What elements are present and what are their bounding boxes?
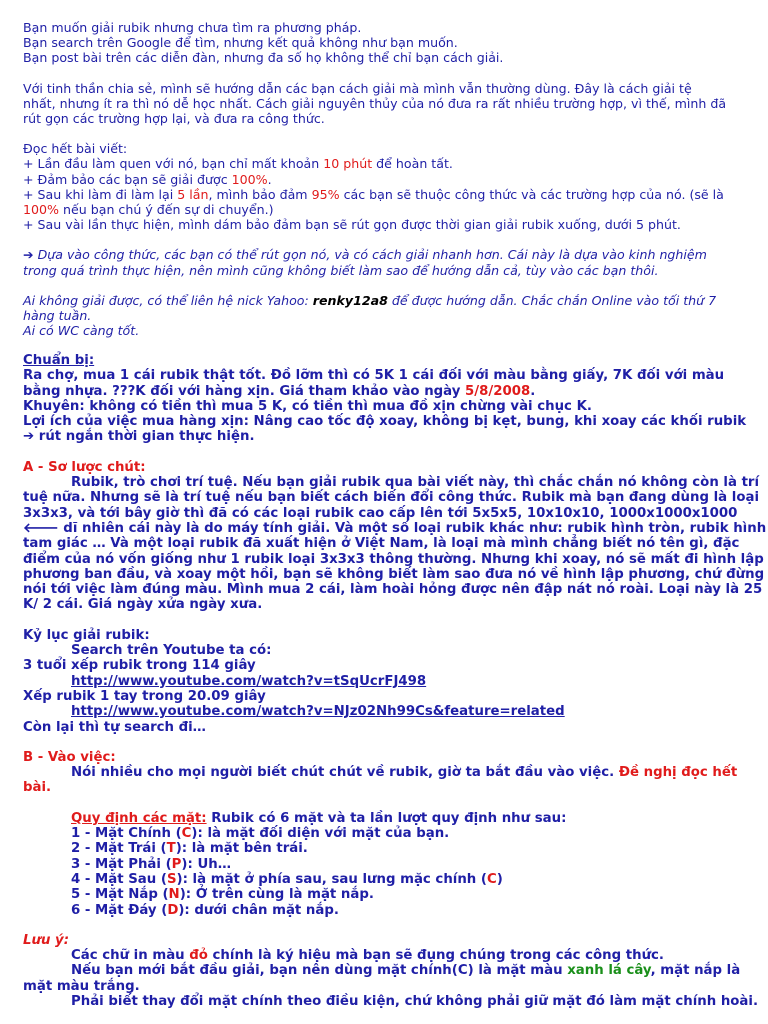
section-b-line: bài. xyxy=(23,780,52,796)
arrow-right-icon: ➔ xyxy=(23,429,35,445)
main-section xyxy=(23,353,767,1009)
faces-intro: Quy định các mặt: Rubik có 6 mặt và ta lần lượt quy định như sau: xyxy=(71,810,567,826)
benefit-item: + Đảm bảo các bạn sẽ giải được 100%. xyxy=(23,171,272,187)
arrow-right-icon: ➔ xyxy=(23,247,34,263)
benefit-item: + Sau khi làm đi làm lại 5 lần, mình bảo đảm 95% các bạn sẽ thuộc công thức và các trường hợp của nó. (sẽ là xyxy=(23,186,724,202)
benefit-item-cont: 100% nếu bạn chú ý đến sự di chuyển.) xyxy=(23,202,274,218)
face-item: 3 - Mặt Phải (P): Uh… xyxy=(71,856,232,872)
face-item: 6 - Mặt Đáy (D): dưới chân mặt nắp. xyxy=(71,902,339,918)
intro-section xyxy=(23,20,753,338)
contact-line: Ai có WC càng tốt. xyxy=(23,323,140,339)
faces-heading: Quy định các mặt: xyxy=(71,810,207,826)
records-heading: Kỷ lục giải rubik: xyxy=(23,627,150,643)
prep-line: Khuyên: không có tiền thì mua 5 K, có tiền thì mua đồ xịn chừng vài chục K. xyxy=(23,398,592,414)
prep-line: ➔ rút ngắn thời gian thực hiện. xyxy=(23,429,255,445)
prep-line: Ra chợ, mua 1 cái rubik thật tốt. Đồ lỡm thì có 5K 1 cái đối với màu bằng giấy, 7K đối với màu xyxy=(23,368,725,384)
face-item: 5 - Mặt Nắp (N): Ở trên cùng là mặt nắp. xyxy=(71,887,374,903)
records-line: Search trên Youtube ta có: xyxy=(71,643,272,659)
youtube-link[interactable]: http://www.youtube.com/watch?v=NJz02Nh99Cs&feature=related xyxy=(71,704,565,720)
yahoo-nick: renky12a8 xyxy=(312,292,388,308)
section-a-line: phương ban đầu, và xoay một hồi, bạn sẽ không biết làm sao đưa nó về hình lập phương, chứ đừng xyxy=(23,566,765,582)
prep-line: bằng nhựa. ???K đối với hàng xịn. Giá tham khảo vào ngày 5/8/2008. xyxy=(23,383,536,399)
face-item: 2 - Mặt Trái (T): là mặt bên trái. xyxy=(71,841,308,857)
section-a-line: 3x3x3, và tới bây giờ thì đã có các loại rubik cao cấp lên tới 5x5x5, 10x10x10, 1000x1000x1000 xyxy=(23,505,738,521)
section-b-heading: B - Vào việc: xyxy=(23,749,116,765)
notes-line: Các chữ in màu đỏ chính là ký hiệu mà bạn sẽ đụng chúng trong các công thức. xyxy=(71,948,664,964)
records-line: Còn lại thì tự search đi… xyxy=(23,719,206,735)
section-a-line: nói tới việc làm đúng màu. Mình mua 2 cái, làm hoài hỏng được nên đập nát nó roài. Loại này là 25 xyxy=(23,582,763,598)
section-a-heading: A - Sơ lược chút: xyxy=(23,459,146,475)
intro-paragraph-line: nhất, nhưng ít ra thì nó dễ học nhất. Cách giải nguyên thủy của nó đưa ra rất nhiều trường hợp, vì thế, mình đã xyxy=(23,95,727,111)
youtube-link[interactable]: http://www.youtube.com/watch?v=tSqUcrFJ498 xyxy=(71,673,427,689)
benefit-item: + Lần đầu làm quen với nó, bạn chỉ mất khoản 10 phút để hoàn tất. xyxy=(23,156,453,172)
prep-heading: Chuẩn bị: xyxy=(23,353,95,368)
face-item: 1 - Mặt Chính (C): là mặt đối diện với mặt của bạn. xyxy=(71,826,450,842)
contact-line: Ai không giải được, có thể liên hệ nick Yahoo: renky12a8 để được hướng dẫn. Chắc chắn Online vào tối thứ 7 xyxy=(23,292,717,308)
notes-line: mặt màu trắng. xyxy=(23,978,140,994)
intro-paragraph-line: rút gọn các trường hợp lại, và đưa ra công thức. xyxy=(23,111,325,127)
intro-paragraph-line: Với tinh thần chia sẻ, mình sẽ hướng dẫn các bạn cách giải mà mình vẫn thường dùng. Đây là cách giải tệ xyxy=(23,80,692,96)
face-item: 4 - Mặt Sau (S): là mặt ở phía sau, sau lưng mặc chính (C) xyxy=(71,871,503,887)
section-a-line: 🡐 dĩ nhiên cái này là do máy tính giải. Và một số loại rubik khác như: rubik hình tròn, rubik hình xyxy=(23,520,767,536)
benefit-item: + Sau vài lần thực hiện, mình dám bảo đảm bạn sẽ rút gọn được thời gian giải rubik xuống, dưới 5 phút. xyxy=(23,217,681,233)
arrow-left-icon: 🡐 xyxy=(23,520,59,536)
section-a-line: điểm của nó vốn giống như 1 rubik loại 3x3x3 thông thường. Nhưng khi xoay, nó sẽ mất đi hình lập xyxy=(23,551,764,567)
section-b-line: Nói nhiều cho mọi người biết chút chút về rubik, giờ ta bắt đầu vào việc. Đề nghị đọc hết xyxy=(71,765,738,781)
section-a-line: tam giác … Và một loại rubik đã xuất hiện ở Việt Nam, là loại mà mình chẳng biết nó tên gì, đặc xyxy=(23,536,740,552)
section-a-line: K/ 2 cái. Giá ngày xửa ngày xưa. xyxy=(23,597,263,613)
intro-line: Bạn post bài trên các diễn đàn, nhưng đa số họ không thể chỉ bạn cách giải. xyxy=(23,50,504,66)
section-a-line: tuệ nữa. Nhưng sẽ là trí tuệ nếu bạn biết cách biến đổi công thức. Rubik mà bạn đang dùng là loại xyxy=(23,490,759,506)
notes-heading: Lưu ý: xyxy=(23,932,70,948)
records-line: Xếp rubik 1 tay trong 20.09 giây xyxy=(23,688,266,704)
records-line: 3 tuổi xếp rubik trong 114 giây xyxy=(23,658,256,674)
benefits-heading: Đọc hết bài viết: xyxy=(23,141,128,157)
notes-line: Nếu bạn mới bắt đầu giải, bạn nên dùng mặt chính(C) là mặt màu xanh lá cây, mặt nắp là xyxy=(71,963,741,979)
notes-line: Phải biết thay đổi mặt chính theo điều kiện, chứ không phải giữ mặt đó làm mặt chính hoài. xyxy=(71,993,759,1009)
prep-line: Lợi ích của việc mua hàng xịn: Nâng cao tốc độ xoay, không bị kẹt, bung, khi xoay các khối rubik xyxy=(23,414,747,430)
note-line: trong quá trình thực hiện, nên mình cũng không biết làm sao để hướng dẫn cả, tùy vào các bạn thôi. xyxy=(23,262,659,278)
intro-line: Bạn muốn giải rubik nhưng chưa tìm ra phương pháp. xyxy=(23,20,362,35)
note-line: ➔ Dựa vào công thức, các bạn có thể rút gọn nó, và có cách giải nhanh hơn. Cái này là dựa vào kinh nghiệm xyxy=(23,247,707,263)
section-a-line: Rubik, trò chơi trí tuệ. Nếu bạn giải rubik qua bài viết này, thì chắc chắn nó không còn là trí xyxy=(71,475,760,491)
intro-line: Bạn search trên Google để tìm, nhưng kết quả không như bạn muốn. xyxy=(23,35,458,51)
contact-line: hàng tuần. xyxy=(23,308,92,324)
